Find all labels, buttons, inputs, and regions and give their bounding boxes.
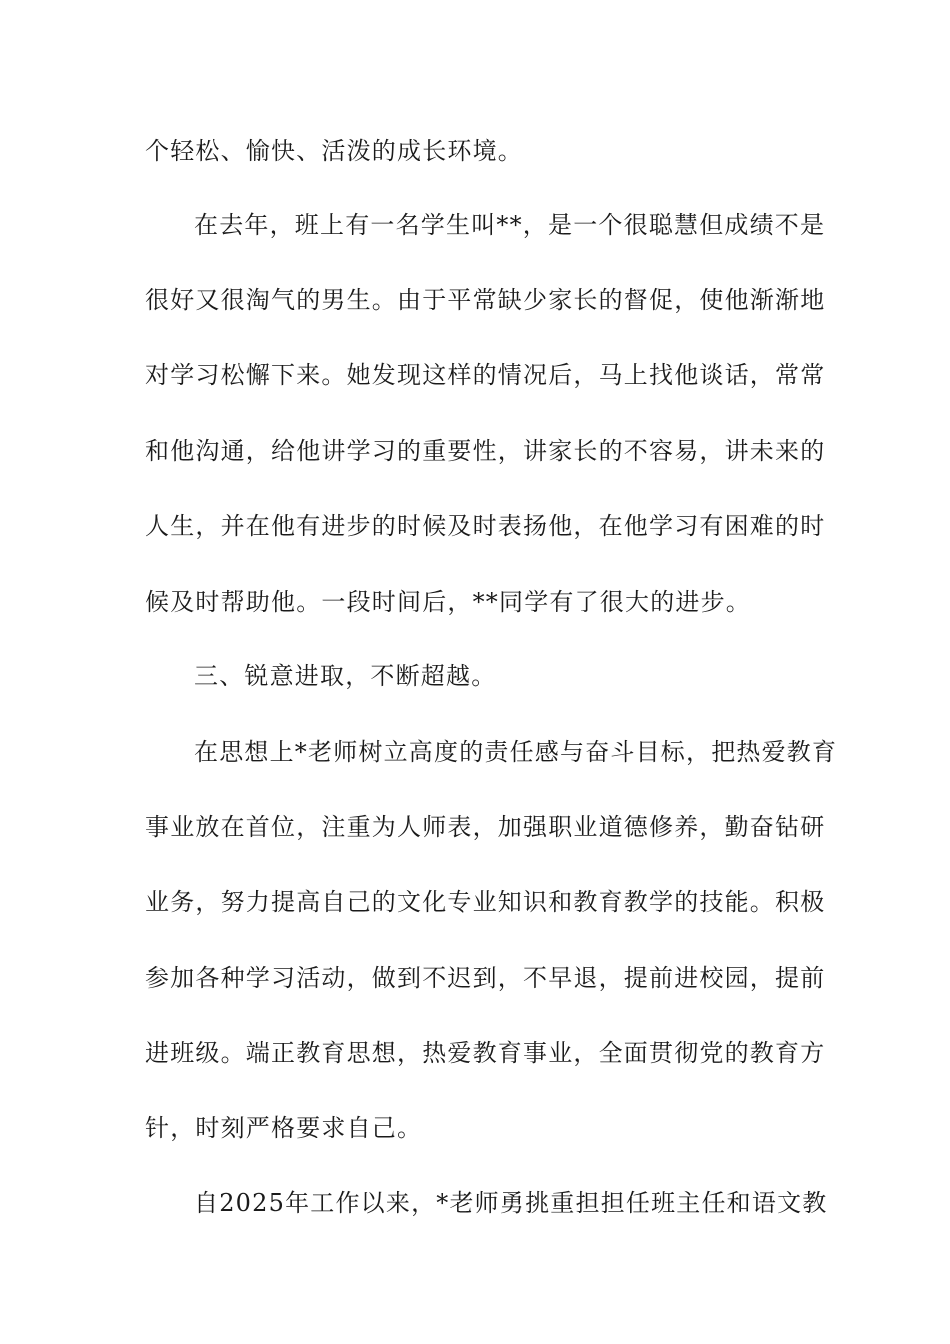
text-line: 参加各种学习活动，做到不迟到，不早退，提前进校园，提前 (145, 964, 826, 992)
text-line: 很好又很淘气的男生。由于平常缺少家长的督促，使他渐渐地 (145, 286, 826, 314)
text-line: 人生，并在他有进步的时候及时表扬他，在他学习有困难的时 (145, 512, 826, 540)
text-line: 进班级。端正教育思想，热爱教育事业，全面贯彻党的教育方 (145, 1039, 826, 1067)
text-line: 对学习松懈下来。她发现这样的情况后，马上找他谈话，常常 (145, 361, 826, 389)
text-line: 业务，努力提高自己的文化专业知识和教育教学的技能。积极 (145, 888, 826, 916)
paragraph-start-line: 在去年，班上有一名学生叫**，是一个很聪慧但成绩不是 (194, 211, 826, 239)
text-line: 和他沟通，给他讲学习的重要性，讲家长的不容易，讲未来的 (145, 437, 826, 465)
text-line: 针，时刻严格要求自己。 (145, 1114, 423, 1142)
paragraph-start-line: 自2025年工作以来，*老师勇挑重担担任班主任和语文教 (194, 1189, 828, 1217)
section-heading: 三、锐意进取，不断超越。 (194, 662, 497, 690)
text-line: 个轻松、愉快、活泼的成长环境。 (145, 137, 523, 165)
paragraph-start-line: 在思想上*老师树立高度的责任感与奋斗目标，把热爱教育 (194, 738, 838, 766)
text-line: 事业放在首位，注重为人师表，加强职业道德修养，勤奋钻研 (145, 813, 826, 841)
text-line: 候及时帮助他。一段时间后，**同学有了很大的进步。 (145, 588, 751, 616)
